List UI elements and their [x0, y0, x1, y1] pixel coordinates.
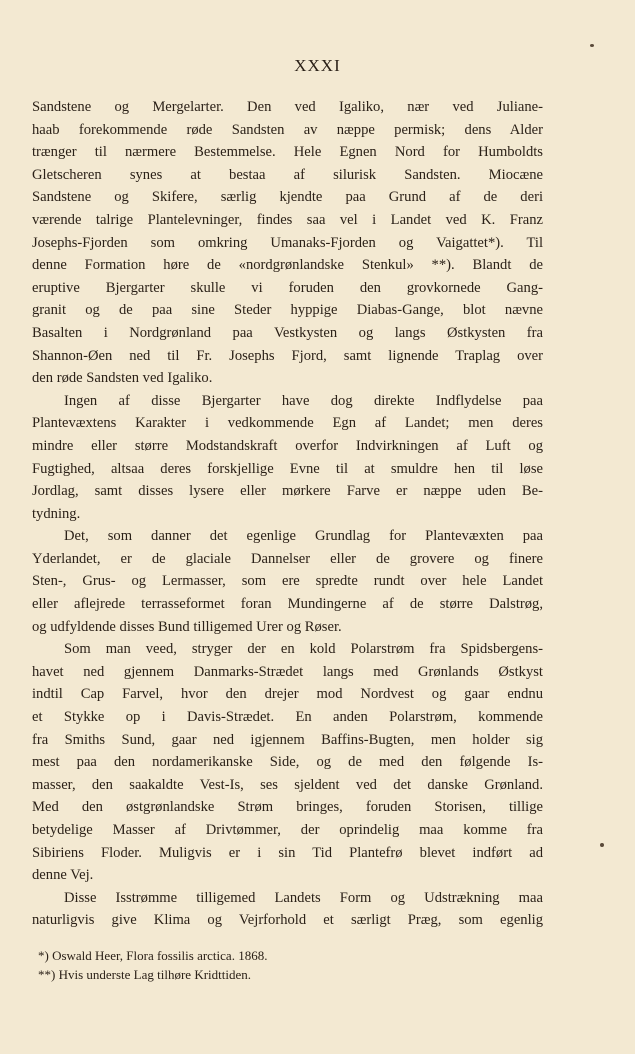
- page-number: XXXI: [294, 56, 341, 75]
- text-line: et Stykke op i Davis-Strædet. En anden Polarstrøm, kommende: [32, 709, 543, 726]
- text-line: Sten-, Grus- og Lermasser, som ere spredte rundt over hele Landet: [32, 573, 543, 590]
- text-line: eller aflejrede terrasseformet foran Mundingerne af de større Dalstrøg,: [32, 596, 543, 613]
- text-line: Shannon-Øen ned til Fr. Josephs Fjord, samt lignende Traplag over: [32, 347, 543, 364]
- text-line: Sandstene og Mergelarter. Den ved Igaliko, nær ved Juliane-: [32, 99, 543, 115]
- text-line: Plantevæxtens Karakter i vedkommende Egn af Landet; men deres: [32, 415, 543, 432]
- text-line: Gletscheren synes at bestaa af silurisk Sandsten. Miocæne: [32, 166, 543, 183]
- text-line: Fugtighed, altsaa deres forskjellige Evne til at smuldre hen til løse: [32, 460, 543, 477]
- text-line: indtil Cap Farvel, hvor den drejer mod Nordvest og gaar endnu: [32, 686, 543, 703]
- text-line: Med den østgrønlandske Strøm bringes, foruden Storisen, tillige: [32, 799, 543, 816]
- footnote: *) Oswald Heer, Flora fossilis arctica. 1868.: [38, 948, 268, 963]
- text-line: Som man veed, stryger der en kold Polarstrøm fra Spidsbergens-: [64, 641, 543, 658]
- text-line: mest paa den nordamerikanske Side, og de med den følgende Is-: [32, 754, 543, 771]
- text-line: mindre eller større Modstandskraft overfor Indvirkningen af Luft og: [32, 437, 543, 454]
- text-line: og udfyldende disses Bund tilligemed Urer og Røser.: [32, 618, 342, 635]
- text-line: haab forekommende røde Sandsten av næppe permisk; dens Alder: [32, 121, 543, 138]
- text-line: den røde Sandsten ved Igaliko.: [32, 370, 213, 387]
- text-line: fra Smiths Sund, gaar ned igjennem Baffins-Bugten, men holder sig: [32, 731, 543, 748]
- text-line: Basalten i Nordgrønland paa Vestkysten og langs Østkysten fra: [32, 324, 543, 341]
- text-line: denne Formation høre de «nordgrønlandske Stenkul» **). Blandt de: [32, 257, 543, 274]
- text-line: naturligvis give Klima og Vejrforhold et særligt Præg, som egenlig: [32, 912, 543, 929]
- text-line: betydelige Masser af Drivtømmer, der oprindelig maa komme fra: [32, 822, 543, 838]
- text-line: granit og de paa sine Steder hyppige Diabas-Gange, blot nævne: [32, 302, 543, 319]
- body-text: [32, 96, 543, 932]
- footnotes: [38, 946, 543, 984]
- text-line: værende talrige Plantelevninger, findes saa vel i Landet ved K. Franz: [32, 211, 543, 228]
- text-line: Jordlag, samt disses lysere eller mørkere Farve er næppe uden Be-: [32, 483, 543, 500]
- ink-speck: [600, 843, 604, 847]
- text-line: tydning.: [32, 505, 81, 522]
- text-line: trænger til nærmere Bestemmelse. Hele Egnen Nord for Humboldts: [32, 144, 543, 161]
- text-line: Sibiriens Floder. Muligvis er i sin Tid Plantefrø blevet indført ad: [32, 844, 543, 861]
- text-line: Yderlandet, er de glaciale Dannelser eller de grovere og finere: [32, 550, 543, 567]
- ink-speck: [590, 44, 594, 47]
- text-line: havet ned gjennem Danmarks-Strædet langs med Grønlands Østkyst: [32, 663, 543, 680]
- text-line: Ingen af disse Bjergarter have dog direkte Indflydelse paa: [64, 392, 543, 409]
- text-line: masser, den saakaldte Vest-Is, ses sjeldent ved det danske Grønland.: [32, 776, 543, 793]
- text-line: Sandstene og Skifere, særlig kjendte paa Grund af de deri: [32, 189, 543, 206]
- text-line: eruptive Bjergarter skulle vi foruden den grovkornede Gang-: [32, 279, 543, 296]
- text-line: Josephs-Fjorden som omkring Umanaks-Fjorden og Vaigattet*). Til: [32, 234, 543, 251]
- text-line: Det, som danner det egenlige Grundlag for Plantevæxten paa: [64, 528, 543, 545]
- footnote: **) Hvis underste Lag tilhøre Kridttiden.: [38, 967, 252, 982]
- text-line: Disse Isstrømme tilligemed Landets Form og Udstrækning maa: [64, 889, 543, 906]
- text-line: denne Vej.: [32, 867, 94, 884]
